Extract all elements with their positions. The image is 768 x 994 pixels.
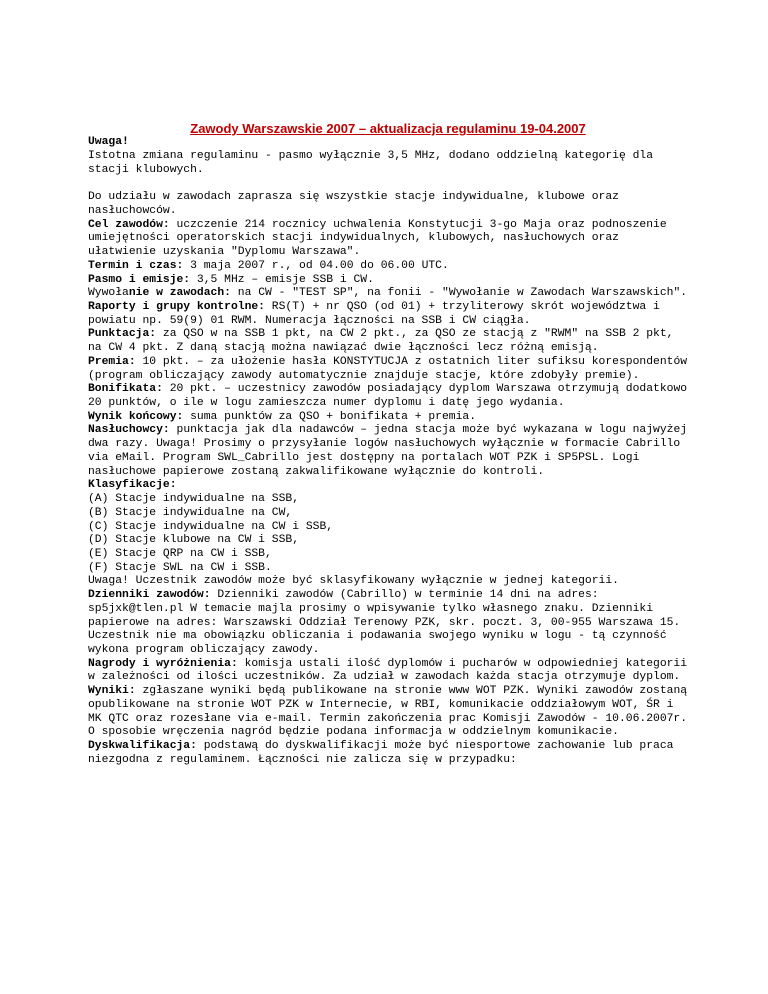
spacer [88, 178, 688, 192]
section-band: Pasmo i emisje: 3,5 MHz – emisje SSB i CW. [88, 273, 374, 286]
note-label: Uwaga! [88, 136, 129, 149]
class-item: (B) Stacje indywidualne na CW, [88, 506, 293, 519]
class-item: (A) Stacje indywidualne na SSB, [88, 493, 300, 506]
section-disqualification: Dyskwalifikacja: podstawą do dyskwalifikacji może być niesportowe zachowanie lub praca niezgodna z regulaminem. Łączności nie zalicza się w przypadku: [88, 740, 674, 766]
note-text: Istotna zmiana regulaminu - pasmo wyłącznie 3,5 MHz, dodano oddzielną kategorię dla stacji klubowych. [88, 150, 654, 176]
section-scoring: Punktacja: za QSO w na SSB 1 pkt, na CW 2 pkt., za QSO ze stacją z "RWM" na SSB 2 pkt, na CW 4 pkt. Z daną stacją można nawiązać dwie łączności lecz różną emisją. [88, 328, 674, 355]
section-logs: Dzienniki zawodów: Dzienniki zawodów (Cabrillo) w terminie 14 dni na adres: sp5jxk@tlen.pl W temacie majla prosimy o wpisywanie tylko własnego znaku. Dzienniki papierowe na adres: Warszawski Oddział Terenowy PZK, skr. poczt. 3, 00-955 Warszawa 15. [88, 589, 681, 629]
section-classes: Klasyfikacje: [88, 479, 177, 492]
section-reports: Raporty i grupy kontrolne: RS(T) + nr QSO (od 01) + trzyliterowy skrót województwa i powiatu np. 59(9) 01 RWM. Numeracja łączności na SSB i CW ciągła. [88, 301, 660, 327]
section-results: Wyniki: zgłaszane wyniki będą publikowane na stronie www WOT PZK. Wyniki zawodów zostaną opublikowane na stronie WOT PZK w Internecie, w RBI, komunikacie oddziałowym WOT, ŚR i MK QTC oraz rozesłane via e-mail. Termin zakończenia prac Komisji Zawodów - 10.06.2007r. O sposobie wręczenia nagród będzie podana informacja w oddzielnym komunikacie. [88, 685, 688, 739]
intro-paragraph: Do udziału w zawodach zaprasza się wszystkie stacje indywidualne, klubowe oraz nasłuchowców. [88, 191, 619, 217]
section-call: Wywołanie w zawodach: na CW - "TEST SP", na fonii - "Wywołanie w Zawodach Warszawskich". [88, 287, 688, 300]
section-listeners: Nasłuchowcy: punktacja jak dla nadawców – jedna stacja może być wykazana w logu najwyżej dwa razy. Uwaga! Prosimy o przysyłanie logów nasłuchowych wyłącznie w formacie Cabrillo via eMail. Program SWL_Cabrillo jest dostępny na portalach WOT PZK i SP5PSL. Logi nasłuchowe papierowe zostaną zakwalifikowane wyłącznie do kontroli. [88, 424, 688, 478]
class-item: (D) Stacje klubowe na CW i SSB, [88, 534, 300, 547]
section-awards: Nagrody i wyróżnienia: komisja ustali ilość dyplomów i pucharów w odpowiedniej kategorii w zależności od ilości uczestników. Za udział w zawodach każda stacja otrzymuje dyplom. [88, 657, 688, 684]
document-page [88, 122, 688, 767]
class-item: (C) Stacje indywidualne na CW i SSB, [88, 520, 334, 533]
class-item: (E) Stacje QRP na CW i SSB, [88, 547, 272, 560]
class-item: (F) Stacje SWL na CW i SSB. [88, 561, 272, 574]
document-title: Zawody Warszawskie 2007 – aktualizacja regulaminu 19-04.2007 [190, 121, 586, 136]
section-time: Termin i czas: 3 maja 2007 r., od 04.00 do 06.00 UTC. [88, 259, 449, 272]
section-bonus: Premia: 10 pkt. – za ułożenie hasła KONSTYTUCJA z ostatnich liter sufiksu korespondentów (program obliczający zawody automatycznie znajduje stacje, które zdobyły premie). [88, 355, 688, 382]
section-bonification: Bonifikata: 20 pkt. – uczestnicy zawodów posiadający dyplom Warszawa otrzymują dodatkowo 20 punktów, o ile w logu zamieszcza numer dyplomu i datę jego wydania. [88, 383, 688, 410]
section-goal: Cel zawodów: uczczenie 214 rocznicy uchwalenia Konstytucji 3-go Maja oraz podnoszenie umiejętności operatorskich stacji indywidualnych, klubowych, nasłuchowych oraz ułatwienie uzyskania "Dyplomu Warszawa". [88, 218, 667, 259]
section-log-note: Uczestnik nie ma obowiązku obliczania i podawania swojego wyniku w logu - tą czynność wykona program obliczający zawody. [88, 630, 667, 656]
class-note: Uwaga! Uczestnik zawodów może być sklasyfikowany wyłącznie w jednej kategorii. [88, 575, 619, 588]
section-final-score: Wynik końcowy: suma punktów za QSO + bonifikata + premia. [88, 410, 477, 423]
